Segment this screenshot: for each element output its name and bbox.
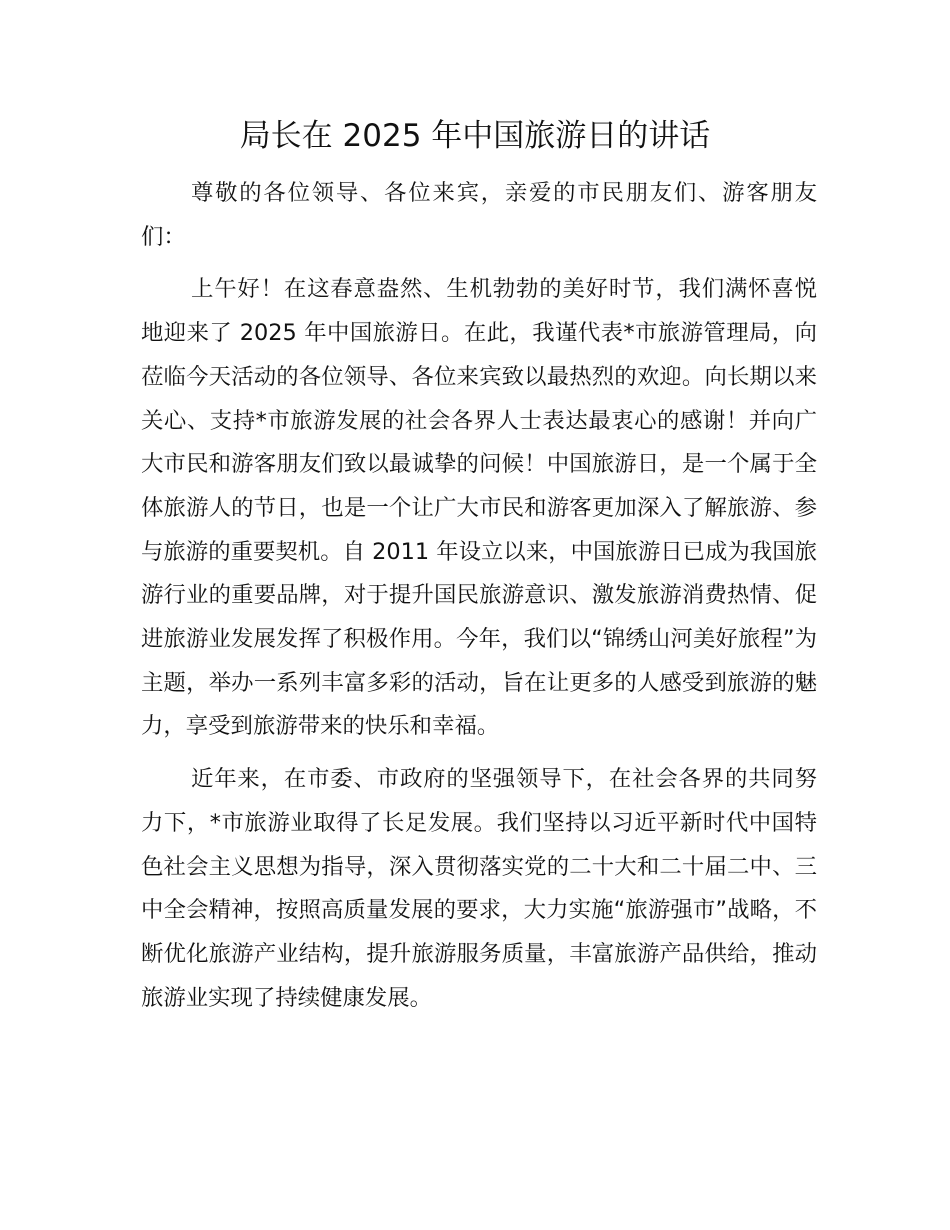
document-title: 局长在 2025 年中国旅游日的讲话	[239, 118, 711, 154]
paragraph-achievements: 近年来，在市委、市政府的坚强领导下，在社会各界的共同努力下，*市旅游业取得了长足发展。我们坚持以习近平新时代中国特色社会主义思想为指导，深入贯彻落实党的二十大和二十届二中、三中全会精神，按照高质量发展的要求，大力实施“旅游强市”战略，不断优化旅游产业结构，提升旅游服务质量，丰富旅游产品供给，推动旅游业实现了持续健康发展。	[141, 766, 817, 1011]
document-body	[141, 172, 817, 1029]
paragraph-salutation: 尊敬的各位领导、各位来宾，亲爱的市民朋友们、游客朋友们：	[141, 180, 817, 250]
paragraph-greeting: 上午好！在这春意盎然、生机勃勃的美好时节，我们满怀喜悦地迎来了 2025 年中国旅游日。在此，我谨代表*市旅游管理局，向莅临今天活动的各位领导、各位来宾致以最热烈的欢迎。向长期以来关心、支持*市旅游发展的社会各界人士表达最衷心的感谢！并向广大市民和游客朋友们致以最诚挚的问候！中国旅游日，是一个属于全体旅游人的节日，也是一个让广大市民和游客更加深入了解旅游、参与旅游的重要契机。自 2011 年设立以来，中国旅游日已成为我国旅游行业的重要品牌，对于提升国民旅游意识、激发旅游消费热情、促进旅游业发展发挥了积极作用。今年，我们以“锦绣山河美好旅程”为主题，举办一系列丰富多彩的活动，旨在让更多的人感受到旅游的魅力，享受到旅游带来的快乐和幸福。	[141, 276, 817, 740]
